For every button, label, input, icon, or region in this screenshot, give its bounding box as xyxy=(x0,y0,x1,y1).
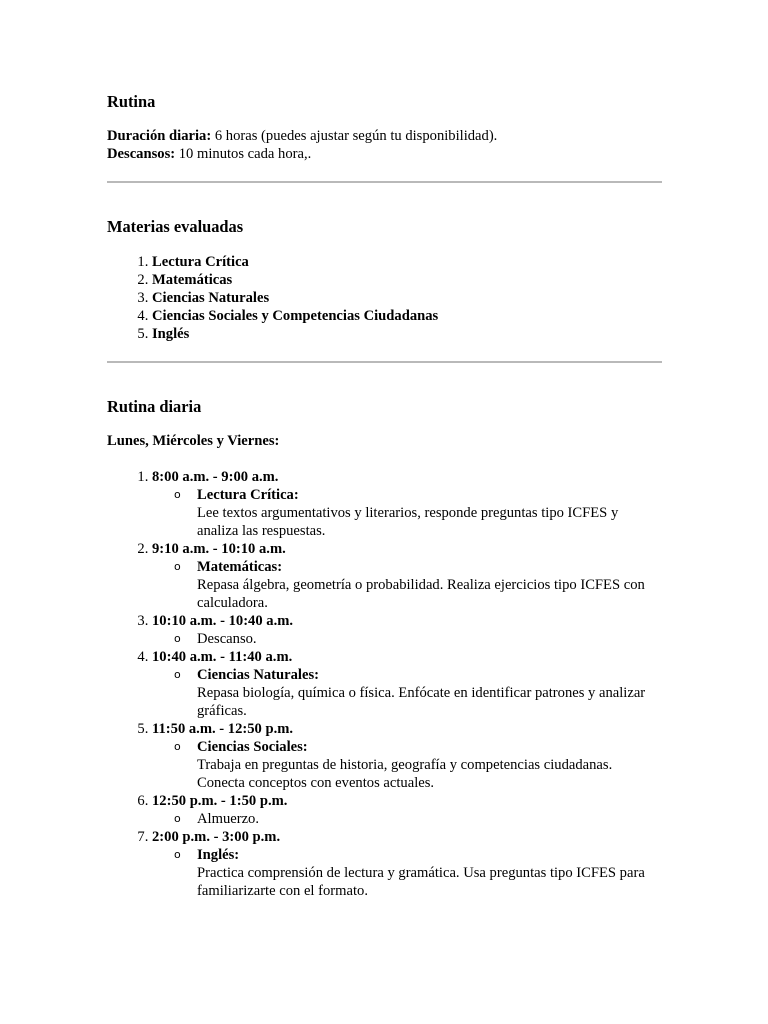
activity-title: Matemáticas: xyxy=(197,559,283,575)
activity-title: Ciencias Sociales: xyxy=(197,739,308,755)
bullet-icon: o xyxy=(174,632,181,645)
activity-item xyxy=(174,738,662,792)
subject-name: Ciencias Sociales y Competencias Ciudadanas xyxy=(152,308,439,324)
activity-text: Lee textos argumentativos y literarios, responde preguntas tipo ICFES y analiza las respuestas. xyxy=(197,505,619,539)
activity-text: Descanso. xyxy=(197,631,257,647)
list-item xyxy=(152,307,662,325)
subject-name: Ciencias Naturales xyxy=(152,290,270,306)
subjects-list xyxy=(107,253,662,343)
subject-name: Matemáticas xyxy=(152,272,233,288)
subject-name: Inglés xyxy=(152,326,190,342)
subject-name: Lectura Crítica xyxy=(152,254,249,270)
duration-label: Duración diaria: xyxy=(107,128,212,144)
activity-text: Repasa biología, química o física. Enfócate en identificar patrones y analizar gráficas. xyxy=(197,685,646,719)
activity-list xyxy=(152,738,662,792)
activity-list xyxy=(152,558,662,612)
schedule-item xyxy=(152,828,662,900)
activity-item xyxy=(174,558,662,612)
activity-list xyxy=(152,846,662,900)
activity-text: Repasa álgebra, geometría o probabilidad. Realiza ejercicios tipo ICFES con calculadora. xyxy=(197,577,645,611)
schedule-list xyxy=(107,468,662,900)
breaks-label: Descansos: xyxy=(107,146,176,162)
schedule-item xyxy=(152,720,662,792)
slot-time: 9:10 a.m. - 10:10 a.m. xyxy=(152,541,286,557)
slot-time: 10:40 a.m. - 11:40 a.m. xyxy=(152,649,293,665)
divider xyxy=(107,361,662,363)
schedule-item xyxy=(152,468,662,540)
breaks-line xyxy=(107,145,662,163)
activity-item xyxy=(174,846,662,900)
activity-item xyxy=(174,630,662,648)
activity-item xyxy=(174,486,662,540)
section-title-rutina-diaria: Rutina diaria xyxy=(107,397,202,416)
duration-line xyxy=(107,127,662,145)
schedule-item xyxy=(152,648,662,720)
document-content xyxy=(107,91,662,900)
duration-value: 6 horas (puedes ajustar según tu disponibilidad). xyxy=(211,128,498,144)
list-item xyxy=(152,253,662,271)
bullet-icon: o xyxy=(174,740,181,753)
activity-text: Almuerzo. xyxy=(197,811,260,827)
breaks-value: 10 minutos cada hora,. xyxy=(175,146,312,162)
divider xyxy=(107,181,662,183)
bullet-icon: o xyxy=(174,812,181,825)
schedule-item xyxy=(152,540,662,612)
activity-list xyxy=(152,486,662,540)
days-heading: Lunes, Miércoles y Viernes: xyxy=(107,433,280,449)
activity-title: Inglés: xyxy=(197,847,240,863)
bullet-icon: o xyxy=(174,848,181,861)
list-item xyxy=(152,289,662,307)
schedule-item xyxy=(152,792,662,828)
activity-list xyxy=(152,810,662,828)
bullet-icon: o xyxy=(174,560,181,573)
slot-time: 11:50 a.m. - 12:50 p.m. xyxy=(152,721,294,737)
list-item xyxy=(152,325,662,343)
activity-title: Lectura Crítica: xyxy=(197,487,299,503)
slot-time: 12:50 p.m. - 1:50 p.m. xyxy=(152,793,288,809)
list-item xyxy=(152,271,662,289)
section-title-materias: Materias evaluadas xyxy=(107,217,244,236)
section-title-rutina: Rutina xyxy=(107,92,156,111)
slot-time: 2:00 p.m. - 3:00 p.m. xyxy=(152,829,281,845)
slot-time: 8:00 a.m. - 9:00 a.m. xyxy=(152,469,279,485)
bullet-icon: o xyxy=(174,668,181,681)
activity-text: Trabaja en preguntas de historia, geografía y competencias ciudadanas. Conecta conceptos con eventos actuales. xyxy=(197,757,613,791)
slot-time: 10:10 a.m. - 10:40 a.m. xyxy=(152,613,294,629)
activity-list xyxy=(152,666,662,720)
schedule-item xyxy=(152,612,662,648)
activity-item xyxy=(174,666,662,720)
activity-item xyxy=(174,810,662,828)
activity-text: Practica comprensión de lectura y gramática. Usa preguntas tipo ICFES para familiarizarte con el formato. xyxy=(197,865,645,899)
activity-title: Ciencias Naturales: xyxy=(197,667,320,683)
activity-list xyxy=(152,630,662,648)
bullet-icon: o xyxy=(174,488,181,501)
